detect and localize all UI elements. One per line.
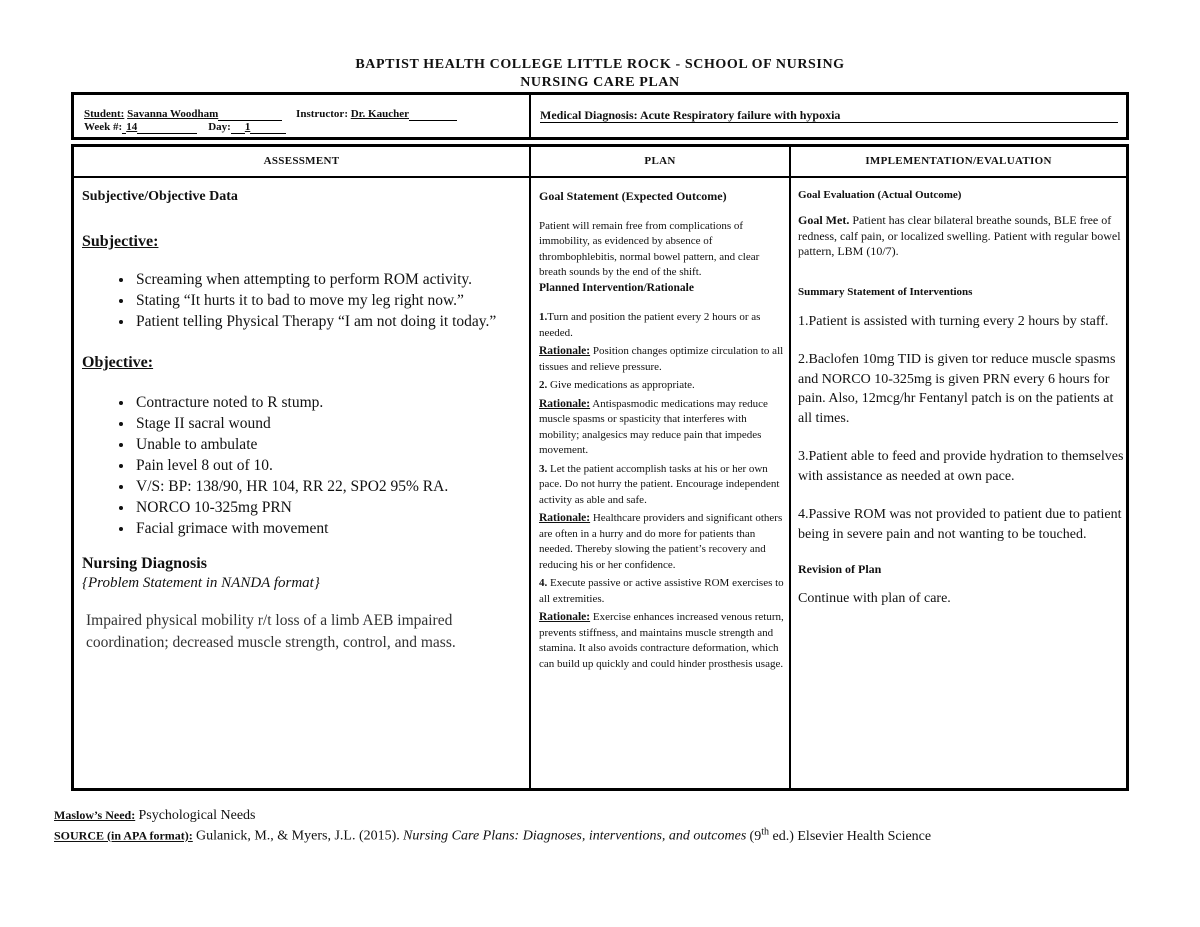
week-label: Week #: [84,121,123,133]
rationale-label: Rationale: [539,345,591,357]
rationale-label: Rationale: [539,397,591,410]
revision-text: Continue with plan of care. [798,591,951,606]
rationale-item [539,397,784,459]
rationale-label: Rationale: [539,611,591,623]
objective-label: Objective: [82,354,154,371]
student-label: Student: [84,108,125,120]
summary-item: 3.Patient able to feed and provide hydration to themselves with assistance as needed at own pace. [798,449,1124,484]
list-item: • Pain level 8 out of 10. [134,455,522,476]
objective-list [82,392,522,539]
nanda-format-note: {Problem Statement in NANDA format} [82,575,320,591]
column-divider-1 [529,147,531,788]
list-item: • Screaming when attempting to perform ROM activity. [134,269,522,290]
source-edition [749,826,932,844]
goal-met-label: Goal Met. [798,213,850,227]
assessment-heading: Subjective/Objective Data [82,189,238,204]
day-label: Day: [208,121,231,133]
assessment-column [82,187,522,654]
intervention-number: 4. [539,577,548,589]
intervention-number: 2. [539,379,548,391]
source-publisher: ed.) Elsevier Health Science [772,828,932,844]
header-row-divider [74,176,1126,178]
goal-statement-heading: Goal Statement (Expected Outcome) [539,189,727,203]
intervention-item [539,462,784,509]
source-authors: Gulanick, M., & Myers, J.L. (2015). [196,828,400,844]
column-divider-2 [789,147,791,788]
column-header-implementation: IMPLEMENTATION/EVALUATION [865,155,1052,167]
source-title: Nursing Care Plans: Diagnoses, interventions, and outcomes [403,828,747,844]
summary-item: 4.Passive ROM was not provided to patient due to patient being in severe pain and not wanting to be touched. [798,507,1122,542]
list-item: • Unable to ambulate [134,434,522,455]
rationale-text: Antispasmodic medications may reduce muscle spasms or spasticity that interferes with mobility; analgesics may reduce pain that impedes movement. [539,397,768,456]
nursing-diagnosis-statement: Impaired physical mobility r/t loss of a limb AEB impaired coordination; decreased muscle strength, control, and mass. [86,612,456,651]
rationale-text: Exercise enhances increased venous return, prevents stiffness, and maintains muscle strength and stamina. It also avoids contracture deformation, which can build up quickly and could hinder prosthesis usage. [539,611,784,670]
evaluation-column [798,187,1124,609]
summary-item: 1.Patient is assisted with turning every 2 hours by staff. [798,313,1109,329]
list-item: • V/S: BP: 138/90, HR 104, RR 22, SPO2 95% RA. [134,476,522,497]
header-divider [529,95,531,137]
goal-statement-text: Patient will remain free from complications of immobility, as evidenced by absence of thrombophlebitis, normal bowel pattern, and clear breath sounds by the end of the shift. [539,219,760,278]
student-name: Savanna Woodham [127,108,219,120]
intervention-text: Let the patient accomplish tasks at his or her own pace. Do not hurry the patient. Encourage independent activity as able and safe. [539,462,780,506]
list-item: • NORCO 10-325mg PRN [134,497,522,518]
maslow-value: Psychological Needs [138,808,256,823]
rationale-text: Position changes optimize circulation to all tissues and relieve pressure. [539,345,784,373]
intervention-number: 1. [539,311,548,323]
care-plan-table [71,144,1129,791]
intervention-text: Give medications as appropriate. [550,379,695,391]
goal-evaluation-text [798,213,1124,260]
list-item: • Patient telling Physical Therapy “I am not doing it today.” [134,311,522,332]
student-info [84,108,457,134]
source-citation [54,826,931,845]
subjective-label: Subjective: [82,233,159,250]
source-edition-sup: th [761,826,769,837]
instructor-name: Dr. Kaucher [350,108,409,120]
goal-met-text: Patient has clear bilateral breathe sounds, BLE free of redness, calf pain, or localized swelling. Patient with regular bowel pattern, LBM (10/7). [798,213,1121,258]
planned-interventions-heading: Planned Intervention/Rationale [539,281,694,294]
week-value: 14 [126,121,138,133]
list-item: • Stage II sacral wound [134,413,522,434]
intervention-item [539,378,784,394]
plan-column [539,187,784,672]
instructor-label: Instructor: [296,108,348,120]
column-header-assessment: ASSESSMENT [263,155,340,167]
nursing-diagnosis-label: Nursing Diagnosis [82,555,207,572]
revision-heading: Revision of Plan [798,562,882,576]
maslow-need [54,807,256,824]
intervention-text: Turn and position the patient every 2 hours or as needed. [539,311,761,339]
rationale-label: Rationale: [539,512,591,524]
column-header-plan: PLAN [644,155,676,167]
list-item: • Facial grimace with movement [134,518,522,539]
intervention-item [539,576,784,607]
intervention-text: Execute passive or active assistive ROM exercises to all extremities. [539,577,784,605]
goal-evaluation-heading: Goal Evaluation (Actual Outcome) [798,189,962,201]
day-value: 1 [244,121,251,133]
rationale-item [539,610,784,672]
summary-item: 2.Baclofen 10mg TID is given tor reduce muscle spasms and NORCO 10-325mg is given PRN every 6 hours for pain. Also, 12mcg/hr Fentanyl patch is on the patients at all times. [798,352,1116,426]
rationale-item [539,511,784,573]
intervention-item [539,310,784,341]
source-label: SOURCE (in APA format): [54,828,193,843]
rationale-text: Healthcare providers and significant others are often in a hurry and do more for patients than needed. Thereby slowing the patient’s recovery and reducing his or her confidence. [539,512,783,571]
maslow-label: Maslow’s Need: [54,808,136,822]
intervention-number: 3. [539,462,548,475]
medical-diagnosis: Medical Diagnosis: Acute Respiratory failure with hypoxia [540,108,1118,123]
document-title: BAPTIST HEALTH COLLEGE LITTLE ROCK - SCHOOL OF NURSING [355,57,845,72]
document-subtitle: NURSING CARE PLAN [520,75,680,90]
header-table [71,92,1129,140]
summary-heading: Summary Statement of Interventions [798,285,973,298]
list-item: • Stating “It hurts it to bad to move my leg right now.” [134,290,522,311]
list-item: • Contracture noted to R stump. [134,392,522,413]
rationale-item [539,344,784,375]
source-edition-number: (9 [749,828,762,844]
subjective-list [82,269,522,332]
